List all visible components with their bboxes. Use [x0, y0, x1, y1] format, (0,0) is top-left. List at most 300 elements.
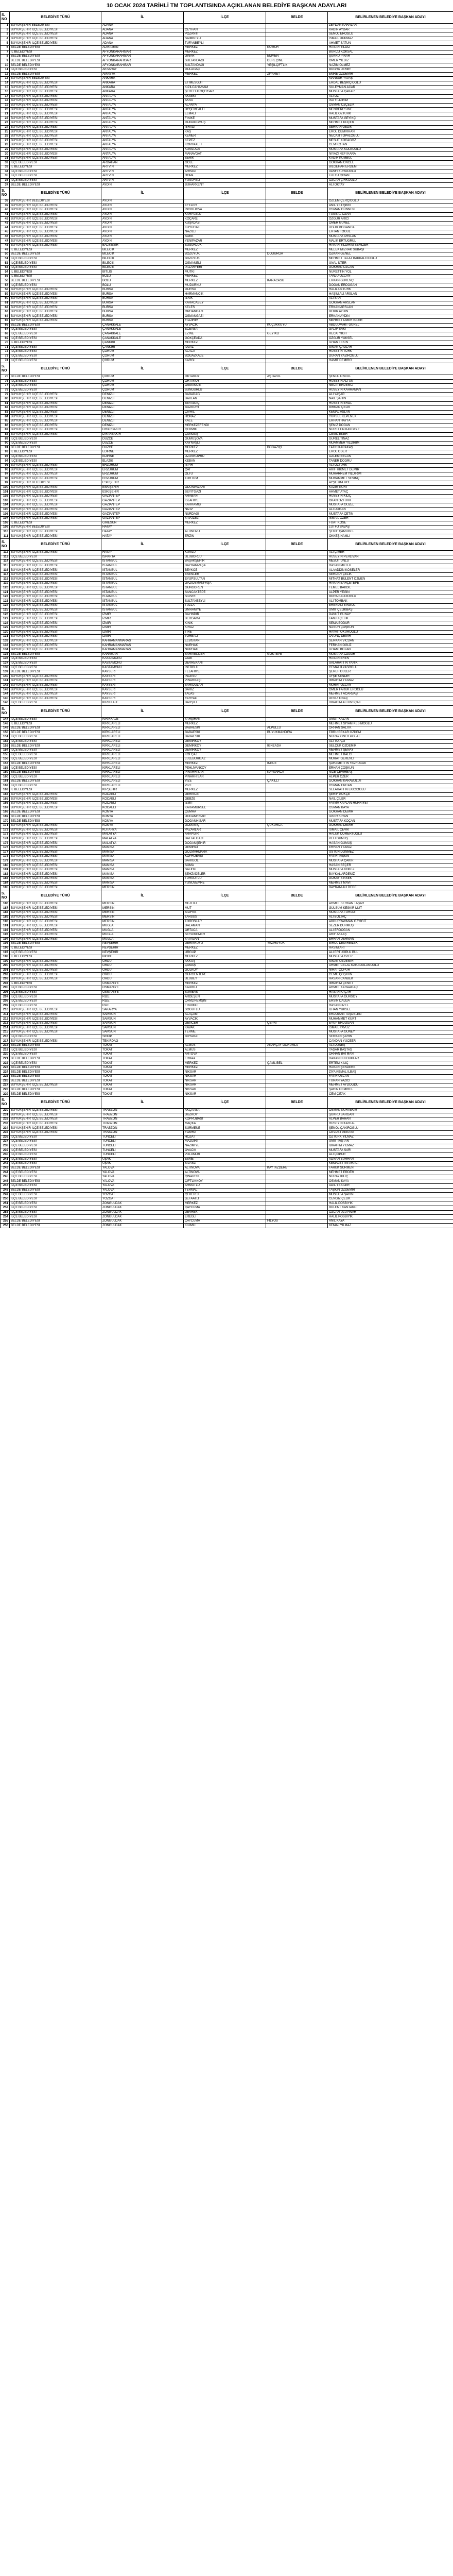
district: DÜZKÖY	[184, 1113, 266, 1117]
province: YALOVA	[101, 1166, 184, 1171]
town	[266, 454, 328, 459]
row-number: 67	[1, 328, 10, 332]
candidate-name: HAKAN BULDUKLAR	[328, 1057, 453, 1061]
municipality-type: İLÇE BELEDİYESİ	[10, 555, 101, 560]
row-number: 148	[1, 722, 10, 726]
town	[266, 437, 328, 442]
table-row	[1, 485, 453, 490]
province: İSTANBUL	[101, 586, 184, 590]
municipality-type: BÜYÜKŞEHİR İLÇE BELEDİYESİ	[10, 432, 101, 437]
candidate-name: OSMAN ERCAN	[328, 784, 453, 788]
district: DERİNKUYU	[184, 942, 266, 946]
candidate-name: MUSTAFA ÖZER	[328, 955, 453, 959]
town	[266, 481, 328, 486]
district	[184, 886, 266, 890]
district: ARHAVİ	[184, 170, 266, 174]
district: İZMİT	[184, 801, 266, 806]
row-number: 208	[1, 999, 10, 1004]
province: KÜTAHYA	[101, 828, 184, 833]
municipality-type: İLÇE BELEDİYESİ	[10, 170, 101, 174]
candidate-name: MEHMET SİYAM KESİMOĞLU	[328, 722, 453, 726]
town	[266, 670, 328, 674]
province: İSTANBUL	[101, 564, 184, 568]
table-row	[1, 757, 453, 762]
province: ARTVİN	[101, 165, 184, 170]
candidate-name: OSMAN GÜNNEN	[328, 208, 453, 213]
district: NİKSAR	[184, 1075, 266, 1079]
table-row	[1, 652, 453, 657]
candidate-name: MEHMET BALCI	[328, 753, 453, 757]
candidate-name: ALPER YEĞİN	[328, 590, 453, 595]
row-number: 176	[1, 845, 10, 850]
province: KIRKLARELİ	[101, 753, 184, 757]
town	[266, 28, 328, 32]
header-province: İL	[101, 890, 184, 902]
table-row	[1, 199, 453, 204]
municipality-type: İLÇE BELEDİYESİ	[10, 441, 101, 446]
row-number: 20	[1, 108, 10, 112]
table-row	[1, 257, 453, 261]
municipality-type: BÜYÜKŞEHİR İLÇE BELEDİYESİ	[10, 582, 101, 586]
town	[266, 1135, 328, 1140]
candidate-name: CENGİZ ÇELİK	[328, 1197, 453, 1201]
town	[266, 911, 328, 916]
town	[266, 393, 328, 397]
row-number: 239	[1, 1148, 10, 1153]
row-number: 11	[1, 67, 10, 72]
table-row	[1, 90, 453, 94]
district: AKSEKİ	[184, 94, 266, 99]
province: KONYA	[101, 819, 184, 824]
table-row	[1, 833, 453, 837]
province: MANİSA	[101, 850, 184, 855]
table-row	[1, 379, 453, 384]
municipality-type: BÜYÜKŞEHİR İLÇE BELEDİYESİ	[10, 516, 101, 521]
district: BAKLAN	[184, 397, 266, 401]
municipality-type: BÜYÜKŞEHİR İLÇE BELEDİYESİ	[10, 428, 101, 433]
town	[266, 1188, 328, 1193]
town	[266, 1179, 328, 1184]
town	[266, 1162, 328, 1166]
row-number: 193	[1, 933, 10, 938]
town	[266, 577, 328, 582]
municipality-type: BELDE BELEDİYESİ	[10, 652, 101, 657]
municipality-type: BÜYÜKŞEHİR İLÇE BELEDİYESİ	[10, 1008, 101, 1013]
town	[266, 1113, 328, 1117]
province: ISPARTA	[101, 555, 184, 560]
candidate-name: TURAN YAZICI	[328, 1079, 453, 1083]
header-no: S. NO	[1, 1096, 10, 1108]
town	[266, 586, 328, 590]
district: ORTAKÖY	[184, 379, 266, 384]
document-title: 10 OCAK 2024 TARİHLİ TM TOPLANTISINDA AÇIKLANAN BELEDİYE BAŞKAN ADAYLARI	[106, 3, 347, 9]
municipality-type: BÜYÜKŞEHİR İLÇE BELEDİYESİ	[10, 314, 101, 319]
municipality-type: BÜYÜKŞEHİR İLÇE BELEDİYESİ	[10, 586, 101, 590]
town	[266, 419, 328, 423]
candidate-name: ŞAHAMETTİN YAVRUCAK	[328, 761, 453, 766]
district: SERİK	[184, 156, 266, 161]
province: KIRKLARELİ	[101, 775, 184, 779]
row-number: 191	[1, 924, 10, 928]
row-number: 178	[1, 855, 10, 859]
table-row	[1, 112, 453, 116]
province: DENİZLİ	[101, 410, 184, 415]
table-row	[1, 397, 453, 401]
table-row	[1, 134, 453, 139]
candidate-name: OSMAN KAYA	[328, 806, 453, 810]
candidate-name: CEMİL EKER	[328, 432, 453, 437]
header-province: İL	[101, 187, 184, 199]
district: MERKEZ	[184, 341, 266, 345]
row-number: 123	[1, 599, 10, 604]
province: AYDIN	[101, 221, 184, 226]
header-type: BELEDİYE TÜRÜ	[10, 363, 101, 375]
province: KIRKLARELİ	[101, 735, 184, 740]
row-number: 111	[1, 534, 10, 539]
town	[266, 801, 328, 806]
table-row	[1, 283, 453, 288]
town	[266, 397, 328, 401]
province: ARTVİN	[101, 170, 184, 174]
municipality-type: BÜYÜKŞEHİR BELEDİYESİ	[10, 77, 101, 81]
table-row	[1, 1053, 453, 1057]
district: ERBAA	[184, 1057, 266, 1061]
row-number: 120	[1, 586, 10, 590]
town	[266, 1026, 328, 1030]
district: FELAHİYE	[184, 670, 266, 674]
district: NİZİP	[184, 507, 266, 512]
town	[266, 1122, 328, 1126]
province: AYDIN	[101, 199, 184, 204]
town: YAZIHÜYÜK	[266, 942, 328, 946]
province: İSTANBUL	[101, 568, 184, 573]
district: ŞEFAATLİ	[184, 1197, 266, 1201]
province: KIRKLARELİ	[101, 761, 184, 766]
town	[266, 401, 328, 406]
municipality-type: İL BELEDİYESİ	[10, 946, 101, 951]
row-number: 15	[1, 86, 10, 90]
row-number: 237	[1, 1140, 10, 1144]
town	[266, 24, 328, 28]
row-number: 188	[1, 911, 10, 916]
table-row	[1, 770, 453, 775]
province: OSMANİYE	[101, 990, 184, 995]
row-number: 250	[1, 1197, 10, 1201]
table-row	[1, 630, 453, 635]
header-candidate: BELİRLENEN BELEDİYE BAŞKAN ADAYI	[328, 363, 453, 375]
municipality-type: BÜYÜKŞEHİR İLÇE BELEDİYESİ	[10, 692, 101, 697]
province: TOKAT	[101, 1079, 184, 1083]
row-number: 119	[1, 582, 10, 586]
municipality-type: BÜYÜKŞEHİR İLÇE BELEDİYESİ	[10, 243, 101, 248]
row-number: 90	[1, 441, 10, 446]
town	[266, 121, 328, 126]
town: GEYİKLİ	[266, 332, 328, 336]
candidate-name: MUHARREM YILDIRIM	[328, 472, 453, 477]
municipality-type: İLÇE BELEDİYESİ	[10, 1004, 101, 1008]
district: ELBİSTAN	[184, 639, 266, 643]
candidate-name: HÜSEYİN TORK	[328, 350, 453, 354]
candidate-name: ERHAN ÇOŞKUN	[328, 766, 453, 771]
town	[266, 1030, 328, 1035]
municipality-type: BÜYÜKŞEHİR İLÇE BELEDİYESİ	[10, 108, 101, 112]
candidate-name: BUĞRA DEMİR	[328, 67, 453, 72]
province: ARTVİN	[101, 178, 184, 183]
candidate-name: ALİ DOĞAN	[328, 507, 453, 512]
province: ANTALYA	[101, 94, 184, 99]
town	[266, 1153, 328, 1157]
town	[266, 275, 328, 279]
town	[266, 550, 328, 555]
province: MANİSA	[101, 877, 184, 882]
municipality-type: BELDE BELEDİYESİ	[10, 252, 101, 257]
district: MERKEZ	[184, 955, 266, 959]
district: ALTINÖZÜ	[184, 530, 266, 534]
candidate-name: FATİH KARAKAŞ	[328, 446, 453, 450]
town: ÇUKURCA	[266, 823, 328, 828]
candidate-name: MUSTAFA KÖKEZ	[328, 868, 453, 872]
table-row	[1, 350, 453, 354]
row-number: 161	[1, 779, 10, 784]
row-number: 86	[1, 423, 10, 428]
town	[266, 1224, 328, 1228]
table-row	[1, 32, 453, 37]
district: PAZARLAR	[184, 828, 266, 833]
district: UZUNKÖPRÜ	[184, 454, 266, 459]
row-number: 79	[1, 393, 10, 397]
header-district: İLÇE	[184, 1096, 266, 1108]
province: DENİZLİ	[101, 415, 184, 419]
town	[266, 920, 328, 924]
district: KÖPRÜBAŞI	[184, 855, 266, 859]
district: DALAMAN	[184, 924, 266, 928]
row-number: 39	[1, 204, 10, 208]
row-number: 233	[1, 1122, 10, 1126]
table-row	[1, 428, 453, 433]
municipality-type: BÜYÜKŞEHİR İLÇE BELEDİYESİ	[10, 806, 101, 810]
district: NİKSAR	[184, 1092, 266, 1097]
province: MANİSA	[101, 859, 184, 863]
candidate-name: ALİ SAR	[328, 297, 453, 301]
candidate-name: CEM ÇITAK	[328, 1092, 453, 1097]
province: ARTVİN	[101, 174, 184, 179]
town	[266, 170, 328, 174]
row-number: 247	[1, 1184, 10, 1189]
row-number: 234	[1, 1126, 10, 1131]
candidate-name: GÖKHAN ARSLAN	[328, 301, 453, 306]
province: SAMSUN	[101, 1026, 184, 1030]
row-number: 240	[1, 1153, 10, 1157]
district: GÜRGENTEPE	[184, 973, 266, 977]
table-row	[1, 45, 453, 50]
province: MANİSA	[101, 845, 184, 850]
candidate-name: SERDAR ÇELİK	[328, 572, 453, 577]
town	[266, 143, 328, 148]
table-row	[1, 828, 453, 833]
municipality-type: BÜYÜKŞEHİR İLÇE BELEDİYESİ	[10, 1126, 101, 1131]
municipality-type: İLÇE BELEDİYESİ	[10, 701, 101, 706]
row-number: 22	[1, 116, 10, 121]
table-row	[1, 886, 453, 890]
district: KAYNAŞLI	[184, 441, 266, 446]
district: PINARHİSAR	[184, 770, 266, 775]
candidate-name: AHMET KARAAĞAÇ	[328, 986, 453, 991]
table-row	[1, 139, 453, 143]
header-no: S. NO	[1, 538, 10, 550]
row-number: 211	[1, 1012, 10, 1017]
candidate-name: ARİF AKTAŞ	[328, 933, 453, 938]
row-number: 70	[1, 341, 10, 345]
table-row	[1, 1184, 453, 1189]
province: SİNOP	[101, 1035, 184, 1039]
table-row	[1, 753, 453, 757]
candidate-name: HALİL POSBIYIK	[328, 1215, 453, 1219]
district: VİZE	[184, 784, 266, 788]
table-row	[1, 243, 453, 248]
row-number: 126	[1, 613, 10, 617]
town	[266, 477, 328, 481]
district: SÖKE	[184, 234, 266, 239]
row-number: 252	[1, 1206, 10, 1211]
table-row	[1, 1070, 453, 1075]
row-number: 66	[1, 323, 10, 328]
candidate-name: VASFİ KURDOĞLU	[328, 170, 453, 174]
district: ÇEKEREK	[184, 1193, 266, 1197]
table-row	[1, 99, 453, 104]
town	[266, 881, 328, 886]
town	[266, 739, 328, 744]
row-number: 255	[1, 1219, 10, 1224]
town	[266, 555, 328, 560]
row-number: 105	[1, 507, 10, 512]
table-row	[1, 336, 453, 341]
row-number: 124	[1, 604, 10, 608]
town	[266, 977, 328, 981]
province: ZONGULDAK	[101, 1224, 184, 1228]
district: ÇAYCUMA	[184, 1206, 266, 1211]
candidate-name: HAKAN ŞENDERE	[328, 1065, 453, 1070]
province: UŞAK	[101, 1162, 184, 1166]
district: ORTAKÖY	[184, 375, 266, 379]
candidate-name: İBRAHİM YILMAZ	[328, 1144, 453, 1148]
province: MUĞLA	[101, 937, 184, 942]
header-district: İLÇE	[184, 12, 266, 24]
row-number: 225	[1, 1075, 10, 1079]
town	[266, 319, 328, 324]
province: ANTALYA	[101, 134, 184, 139]
municipality-type: BELDE BELEDİYESİ	[10, 1070, 101, 1075]
town	[266, 806, 328, 810]
town	[266, 384, 328, 388]
table-row	[1, 393, 453, 397]
municipality-type: BÜYÜKŞEHİR İLÇE BELEDİYESİ	[10, 499, 101, 503]
table-row	[1, 1148, 453, 1153]
town	[266, 410, 328, 415]
header-town: BELDE	[266, 12, 328, 24]
table-row	[1, 902, 453, 906]
table-row	[1, 147, 453, 152]
district: KAŞ	[184, 130, 266, 134]
table-row	[1, 161, 453, 165]
municipality-type: BELDE BELEDİYESİ	[10, 779, 101, 784]
district: TUZLA	[184, 604, 266, 608]
province: RİZE	[101, 995, 184, 999]
province: BİTLİS	[101, 270, 184, 275]
district: TURGUTLU	[184, 877, 266, 882]
row-number: 212	[1, 1017, 10, 1022]
district: ALTINOVA	[184, 1171, 266, 1175]
header-province: İL	[101, 538, 184, 550]
district: MERKEZ	[184, 1065, 266, 1070]
district: KARGI	[184, 359, 266, 363]
town: KÜÇÜKKUYU	[266, 323, 328, 328]
table-row	[1, 1215, 453, 1219]
town	[266, 1201, 328, 1206]
row-number: 205	[1, 986, 10, 991]
row-number: 156	[1, 757, 10, 762]
row-number: 182	[1, 872, 10, 877]
province: ESKİŞEHİR	[101, 490, 184, 495]
candidate-name: CEMİL ÇOŞKUN	[328, 973, 453, 977]
municipality-type: İLÇE BELEDİYESİ	[10, 454, 101, 459]
district: DEMİRKÖY	[184, 744, 266, 749]
municipality-type: BÜYÜKŞEHİR İLÇE BELEDİYESİ	[10, 406, 101, 411]
table-row	[1, 481, 453, 486]
candidate-name: ABDULVAHİT GÜREL	[328, 323, 453, 328]
row-number: 144	[1, 692, 10, 697]
row-number: 73	[1, 354, 10, 359]
district: ALAÇAM	[184, 1012, 266, 1017]
district: SANCAKTEPE	[184, 590, 266, 595]
table-header-row	[1, 538, 453, 550]
row-number: 166	[1, 801, 10, 806]
municipality-type: BÜYÜKŞEHİR İLÇE BELEDİYESİ	[10, 564, 101, 568]
candidate-name: NAİL ÇİLER	[328, 797, 453, 802]
candidate-name: MUSTAFA ŞAHİN	[328, 1193, 453, 1197]
table-row	[1, 401, 453, 406]
candidate-name: ERHAN HAYTA	[328, 419, 453, 423]
province: BİLECİK	[101, 257, 184, 261]
row-number: 163	[1, 788, 10, 793]
table-row	[1, 1171, 453, 1175]
table-row	[1, 933, 453, 938]
province: KIRIKKALE	[101, 717, 184, 722]
candidate-name: İBRAHİM ÇENET	[328, 981, 453, 986]
row-number: 238	[1, 1144, 10, 1148]
row-number: 127	[1, 617, 10, 621]
table-row	[1, 261, 453, 266]
municipality-type: BÜYÜKŞEHİR İLÇE BELEDİYESİ	[10, 608, 101, 613]
district: KİLİMLİ	[184, 1224, 266, 1228]
candidate-name: MURAT ÖZCAN	[328, 683, 453, 688]
table-row	[1, 165, 453, 170]
municipality-type: İL BELEDİYESİ	[10, 521, 101, 526]
district: OLTU	[184, 472, 266, 477]
municipality-type: BELDE BELEDİYESİ	[10, 183, 101, 188]
district: HOZAT	[184, 1135, 266, 1140]
province: AYDIN	[101, 217, 184, 222]
province: TOKAT	[101, 1048, 184, 1053]
town	[266, 1017, 328, 1022]
candidate-name: ERTEM KILIÇ	[328, 1061, 453, 1066]
town	[266, 1012, 328, 1017]
candidate-name: MESUT ÜNLÜ	[328, 560, 453, 564]
candidate-name: MUSTAFA ARSLAN	[328, 234, 453, 239]
district: SULTANDAĞI	[184, 59, 266, 63]
candidate-name: GÜLSÜM KESKİR MUT	[328, 906, 453, 911]
row-number: 44	[1, 226, 10, 230]
header-province: İL	[101, 705, 184, 717]
